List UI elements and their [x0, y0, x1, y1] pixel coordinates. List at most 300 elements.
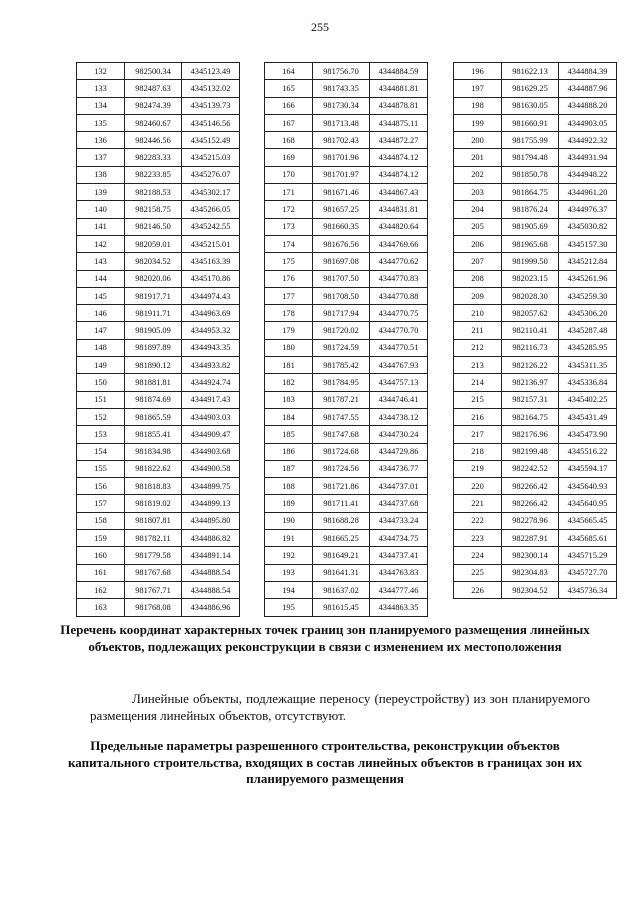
table-row — [77, 547, 240, 564]
x-coordinate-cell: 981724.59 — [313, 339, 370, 356]
table-row — [454, 426, 617, 443]
x-coordinate-cell: 982304.83 — [502, 564, 559, 581]
y-coordinate-cell: 4344886.96 — [182, 599, 240, 616]
y-coordinate-cell: 4345402.25 — [559, 391, 617, 408]
point-number-cell: 200 — [454, 132, 502, 149]
table-row — [77, 184, 240, 201]
table-row — [77, 114, 240, 131]
point-number-cell: 190 — [265, 512, 313, 529]
section-heading-coordinates: Перечень координат характерных точек границ зон планируемого размещения линейных объектов, подлежащих реконструкции в связи с изменением их местоположения — [60, 622, 590, 654]
table-row — [265, 443, 428, 460]
point-number-cell: 141 — [77, 218, 125, 235]
x-coordinate-cell: 982188.53 — [125, 184, 182, 201]
y-coordinate-cell: 4345640.95 — [559, 495, 617, 512]
y-coordinate-cell: 4345431.49 — [559, 408, 617, 425]
y-coordinate-cell: 4344733.24 — [370, 512, 428, 529]
x-coordinate-cell: 981881.81 — [125, 374, 182, 391]
table-row — [454, 564, 617, 581]
x-coordinate-cell: 981965.68 — [502, 235, 559, 252]
x-coordinate-cell: 982116.73 — [502, 339, 559, 356]
point-number-cell: 137 — [77, 149, 125, 166]
point-number-cell: 138 — [77, 166, 125, 183]
table-row — [77, 530, 240, 547]
x-coordinate-cell: 982287.91 — [502, 530, 559, 547]
x-coordinate-cell: 982110.41 — [502, 322, 559, 339]
y-coordinate-cell: 4344770.88 — [370, 287, 428, 304]
point-number-cell: 221 — [454, 495, 502, 512]
point-number-cell: 165 — [265, 80, 313, 97]
y-coordinate-cell: 4345685.61 — [559, 530, 617, 547]
point-number-cell: 151 — [77, 391, 125, 408]
x-coordinate-cell: 982057.62 — [502, 305, 559, 322]
y-coordinate-cell: 4344737.68 — [370, 495, 428, 512]
point-number-cell: 218 — [454, 443, 502, 460]
point-number-cell: 169 — [265, 149, 313, 166]
x-coordinate-cell: 981637.02 — [313, 581, 370, 598]
table-row — [265, 149, 428, 166]
table-row — [454, 97, 617, 114]
y-coordinate-cell: 4344903.03 — [182, 408, 240, 425]
y-coordinate-cell: 4345152.49 — [182, 132, 240, 149]
y-coordinate-cell: 4344886.82 — [182, 530, 240, 547]
y-coordinate-cell: 4344900.58 — [182, 460, 240, 477]
table-row — [454, 460, 617, 477]
table-row — [265, 460, 428, 477]
point-number-cell: 155 — [77, 460, 125, 477]
point-number-cell: 219 — [454, 460, 502, 477]
x-coordinate-cell: 981720.02 — [313, 322, 370, 339]
y-coordinate-cell: 4345736.34 — [559, 581, 617, 598]
x-coordinate-cell: 981697.08 — [313, 253, 370, 270]
table-row — [77, 408, 240, 425]
page-number: 255 — [311, 20, 329, 34]
x-coordinate-cell: 981850.78 — [502, 166, 559, 183]
table-row — [454, 270, 617, 287]
point-number-cell: 187 — [265, 460, 313, 477]
point-number-cell: 220 — [454, 478, 502, 495]
y-coordinate-cell: 4345311.35 — [559, 357, 617, 374]
y-coordinate-cell: 4344888.54 — [182, 564, 240, 581]
y-coordinate-cell: 4344917.43 — [182, 391, 240, 408]
x-coordinate-cell: 981622.13 — [502, 63, 559, 80]
point-number-cell: 202 — [454, 166, 502, 183]
point-number-cell: 199 — [454, 114, 502, 131]
point-number-cell: 222 — [454, 512, 502, 529]
x-coordinate-cell: 981818.83 — [125, 478, 182, 495]
table-row — [265, 166, 428, 183]
point-number-cell: 203 — [454, 184, 502, 201]
point-number-cell: 172 — [265, 201, 313, 218]
point-number-cell: 189 — [265, 495, 313, 512]
x-coordinate-cell: 981890.12 — [125, 357, 182, 374]
y-coordinate-cell: 4344922.32 — [559, 132, 617, 149]
x-coordinate-cell: 982266.42 — [502, 478, 559, 495]
point-number-cell: 195 — [265, 599, 313, 616]
table-row — [77, 339, 240, 356]
table-row — [265, 322, 428, 339]
x-coordinate-cell: 982158.75 — [125, 201, 182, 218]
y-coordinate-cell: 4344895.80 — [182, 512, 240, 529]
point-number-cell: 186 — [265, 443, 313, 460]
table-row — [77, 97, 240, 114]
y-coordinate-cell: 4344737.01 — [370, 478, 428, 495]
x-coordinate-cell: 981767.71 — [125, 581, 182, 598]
point-number-cell: 142 — [77, 235, 125, 252]
table-row — [77, 63, 240, 80]
y-coordinate-cell: 4344767.93 — [370, 357, 428, 374]
point-number-cell: 185 — [265, 426, 313, 443]
x-coordinate-cell: 981911.71 — [125, 305, 182, 322]
x-coordinate-cell: 981794.48 — [502, 149, 559, 166]
point-number-cell: 164 — [265, 63, 313, 80]
x-coordinate-cell: 982300.14 — [502, 547, 559, 564]
table-row — [454, 443, 617, 460]
point-number-cell: 132 — [77, 63, 125, 80]
point-number-cell: 211 — [454, 322, 502, 339]
y-coordinate-cell: 4344884.59 — [370, 63, 428, 80]
y-coordinate-cell: 4344736.77 — [370, 460, 428, 477]
y-coordinate-cell: 4344884.39 — [559, 63, 617, 80]
section-heading-parameters: Предельные параметры разрешенного строительства, реконструкции объектов капитального строительства, входящих в состав линейных объектов в границах зон их планируемого размещения — [68, 738, 582, 786]
x-coordinate-cell: 982199.48 — [502, 443, 559, 460]
table-row — [265, 235, 428, 252]
table-row — [77, 512, 240, 529]
table-row — [265, 339, 428, 356]
paragraph-linear-objects: Линейные объекты, подлежащие переносу (переустройству) из зон планируемого размещения линейных объектов, отсутствуют. — [90, 691, 590, 723]
x-coordinate-cell: 982283.33 — [125, 149, 182, 166]
x-coordinate-cell: 981756.70 — [313, 63, 370, 80]
table-row — [265, 80, 428, 97]
point-number-cell: 182 — [265, 374, 313, 391]
table-row — [265, 201, 428, 218]
y-coordinate-cell: 4344763.83 — [370, 564, 428, 581]
point-number-cell: 194 — [265, 581, 313, 598]
table-row — [77, 305, 240, 322]
y-coordinate-cell: 4345306.20 — [559, 305, 617, 322]
table-row — [265, 270, 428, 287]
table-row — [265, 564, 428, 581]
y-coordinate-cell: 4344737.41 — [370, 547, 428, 564]
x-coordinate-cell: 981688.28 — [313, 512, 370, 529]
table-row — [265, 530, 428, 547]
point-number-cell: 150 — [77, 374, 125, 391]
point-number-cell: 176 — [265, 270, 313, 287]
x-coordinate-cell: 982474.39 — [125, 97, 182, 114]
y-coordinate-cell: 4344953.32 — [182, 322, 240, 339]
table-row — [77, 564, 240, 581]
y-coordinate-cell: 4344746.41 — [370, 391, 428, 408]
y-coordinate-cell: 4345157.30 — [559, 235, 617, 252]
point-number-cell: 210 — [454, 305, 502, 322]
table-row — [77, 460, 240, 477]
table-row — [454, 63, 617, 80]
table-row — [77, 270, 240, 287]
y-coordinate-cell: 4344933.82 — [182, 357, 240, 374]
table-row — [454, 114, 617, 131]
x-coordinate-cell: 981876.24 — [502, 201, 559, 218]
table-row — [454, 287, 617, 304]
x-coordinate-cell: 981834.98 — [125, 443, 182, 460]
point-number-cell: 175 — [265, 253, 313, 270]
x-coordinate-cell: 981743.35 — [313, 80, 370, 97]
x-coordinate-cell: 981819.02 — [125, 495, 182, 512]
point-number-cell: 149 — [77, 357, 125, 374]
point-number-cell: 166 — [265, 97, 313, 114]
x-coordinate-cell: 981785.42 — [313, 357, 370, 374]
table-row — [77, 132, 240, 149]
point-number-cell: 223 — [454, 530, 502, 547]
table-row — [454, 408, 617, 425]
point-number-cell: 134 — [77, 97, 125, 114]
y-coordinate-cell: 4345336.84 — [559, 374, 617, 391]
point-number-cell: 158 — [77, 512, 125, 529]
point-number-cell: 201 — [454, 149, 502, 166]
y-coordinate-cell: 4344961.20 — [559, 184, 617, 201]
y-coordinate-cell: 4344891.14 — [182, 547, 240, 564]
table-row — [77, 599, 240, 616]
point-number-cell: 173 — [265, 218, 313, 235]
x-coordinate-cell: 981874.69 — [125, 391, 182, 408]
x-coordinate-cell: 982126.22 — [502, 357, 559, 374]
table-row — [77, 478, 240, 495]
table-row — [265, 391, 428, 408]
y-coordinate-cell: 4344903.68 — [182, 443, 240, 460]
x-coordinate-cell: 982146.50 — [125, 218, 182, 235]
table-row — [454, 322, 617, 339]
y-coordinate-cell: 4345473.90 — [559, 426, 617, 443]
x-coordinate-cell: 981701.96 — [313, 149, 370, 166]
point-number-cell: 198 — [454, 97, 502, 114]
point-number-cell: 215 — [454, 391, 502, 408]
point-number-cell: 181 — [265, 357, 313, 374]
y-coordinate-cell: 4345170.86 — [182, 270, 240, 287]
y-coordinate-cell: 4344931.94 — [559, 149, 617, 166]
y-coordinate-cell: 4344757.13 — [370, 374, 428, 391]
table-row — [77, 166, 240, 183]
table-row — [265, 357, 428, 374]
y-coordinate-cell: 4344769.66 — [370, 235, 428, 252]
table-row — [454, 495, 617, 512]
coordinate-table-1 — [76, 62, 240, 617]
point-number-cell: 226 — [454, 581, 502, 598]
table-row — [77, 374, 240, 391]
y-coordinate-cell: 4344963.69 — [182, 305, 240, 322]
point-number-cell: 161 — [77, 564, 125, 581]
x-coordinate-cell: 982500.34 — [125, 63, 182, 80]
x-coordinate-cell: 981905.69 — [502, 218, 559, 235]
table-row — [265, 599, 428, 616]
x-coordinate-cell: 981999.50 — [502, 253, 559, 270]
point-number-cell: 139 — [77, 184, 125, 201]
y-coordinate-cell: 4345640.93 — [559, 478, 617, 495]
coordinate-table-3 — [453, 62, 617, 599]
coordinate-table-2 — [264, 62, 428, 617]
point-number-cell: 146 — [77, 305, 125, 322]
table-row — [265, 426, 428, 443]
y-coordinate-cell: 4345242.55 — [182, 218, 240, 235]
x-coordinate-cell: 981822.62 — [125, 460, 182, 477]
table-row — [265, 581, 428, 598]
table-row — [77, 218, 240, 235]
table-row — [265, 305, 428, 322]
y-coordinate-cell: 4345146.56 — [182, 114, 240, 131]
table-row — [265, 114, 428, 131]
point-number-cell: 167 — [265, 114, 313, 131]
table-row — [77, 322, 240, 339]
table-row — [265, 478, 428, 495]
y-coordinate-cell: 4345215.01 — [182, 235, 240, 252]
table-row — [454, 80, 617, 97]
point-number-cell: 135 — [77, 114, 125, 131]
point-number-cell: 216 — [454, 408, 502, 425]
point-number-cell: 170 — [265, 166, 313, 183]
y-coordinate-cell: 4345285.95 — [559, 339, 617, 356]
x-coordinate-cell: 981665.25 — [313, 530, 370, 547]
point-number-cell: 188 — [265, 478, 313, 495]
x-coordinate-cell: 981779.58 — [125, 547, 182, 564]
y-coordinate-cell: 4345212.84 — [559, 253, 617, 270]
y-coordinate-cell: 4345215.03 — [182, 149, 240, 166]
point-number-cell: 225 — [454, 564, 502, 581]
y-coordinate-cell: 4345287.48 — [559, 322, 617, 339]
y-coordinate-cell: 4344887.96 — [559, 80, 617, 97]
point-number-cell: 212 — [454, 339, 502, 356]
x-coordinate-cell: 981707.50 — [313, 270, 370, 287]
x-coordinate-cell: 981747.68 — [313, 426, 370, 443]
y-coordinate-cell: 4344881.81 — [370, 80, 428, 97]
x-coordinate-cell: 981671.46 — [313, 184, 370, 201]
x-coordinate-cell: 982059.01 — [125, 235, 182, 252]
y-coordinate-cell: 4344899.13 — [182, 495, 240, 512]
table-row — [265, 253, 428, 270]
point-number-cell: 193 — [265, 564, 313, 581]
y-coordinate-cell: 4344831.81 — [370, 201, 428, 218]
x-coordinate-cell: 982278.96 — [502, 512, 559, 529]
x-coordinate-cell: 982176.96 — [502, 426, 559, 443]
y-coordinate-cell: 4344863.35 — [370, 599, 428, 616]
x-coordinate-cell: 981787.21 — [313, 391, 370, 408]
table-row — [454, 391, 617, 408]
point-number-cell: 208 — [454, 270, 502, 287]
x-coordinate-cell: 981724.68 — [313, 443, 370, 460]
point-number-cell: 224 — [454, 547, 502, 564]
table-row — [77, 201, 240, 218]
x-coordinate-cell: 982304.52 — [502, 581, 559, 598]
table-row — [265, 184, 428, 201]
x-coordinate-cell: 981767.68 — [125, 564, 182, 581]
y-coordinate-cell: 4344874.12 — [370, 166, 428, 183]
point-number-cell: 160 — [77, 547, 125, 564]
x-coordinate-cell: 981657.25 — [313, 201, 370, 218]
y-coordinate-cell: 4345276.07 — [182, 166, 240, 183]
point-number-cell: 143 — [77, 253, 125, 270]
y-coordinate-cell: 4344888.54 — [182, 581, 240, 598]
y-coordinate-cell: 4345259.30 — [559, 287, 617, 304]
point-number-cell: 153 — [77, 426, 125, 443]
x-coordinate-cell: 982233.85 — [125, 166, 182, 183]
table-row — [454, 235, 617, 252]
y-coordinate-cell: 4344909.47 — [182, 426, 240, 443]
table-row — [265, 512, 428, 529]
x-coordinate-cell: 982460.67 — [125, 114, 182, 131]
y-coordinate-cell: 4345516.22 — [559, 443, 617, 460]
x-coordinate-cell: 981865.59 — [125, 408, 182, 425]
x-coordinate-cell: 981711.41 — [313, 495, 370, 512]
y-coordinate-cell: 4344875.11 — [370, 114, 428, 131]
x-coordinate-cell: 981917.71 — [125, 287, 182, 304]
point-number-cell: 171 — [265, 184, 313, 201]
x-coordinate-cell: 982020.06 — [125, 270, 182, 287]
x-coordinate-cell: 981724.56 — [313, 460, 370, 477]
x-coordinate-cell: 981702.43 — [313, 132, 370, 149]
y-coordinate-cell: 4345727.70 — [559, 564, 617, 581]
table-row — [77, 149, 240, 166]
table-row — [77, 581, 240, 598]
point-number-cell: 154 — [77, 443, 125, 460]
table-row — [265, 218, 428, 235]
x-coordinate-cell: 982446.56 — [125, 132, 182, 149]
point-number-cell: 192 — [265, 547, 313, 564]
table-row — [265, 97, 428, 114]
point-number-cell: 144 — [77, 270, 125, 287]
point-number-cell: 213 — [454, 357, 502, 374]
x-coordinate-cell: 981676.56 — [313, 235, 370, 252]
point-number-cell: 197 — [454, 80, 502, 97]
point-number-cell: 174 — [265, 235, 313, 252]
point-number-cell: 156 — [77, 478, 125, 495]
point-number-cell: 196 — [454, 63, 502, 80]
point-number-cell: 159 — [77, 530, 125, 547]
x-coordinate-cell: 981864.75 — [502, 184, 559, 201]
y-coordinate-cell: 4345715.29 — [559, 547, 617, 564]
x-coordinate-cell: 982164.75 — [502, 408, 559, 425]
y-coordinate-cell: 4344899.75 — [182, 478, 240, 495]
x-coordinate-cell: 982266.42 — [502, 495, 559, 512]
table-row — [265, 132, 428, 149]
point-number-cell: 217 — [454, 426, 502, 443]
table-row — [77, 287, 240, 304]
point-number-cell: 140 — [77, 201, 125, 218]
x-coordinate-cell: 982136.97 — [502, 374, 559, 391]
y-coordinate-cell: 4344820.64 — [370, 218, 428, 235]
x-coordinate-cell: 981708.50 — [313, 287, 370, 304]
table-row — [454, 149, 617, 166]
y-coordinate-cell: 4344976.37 — [559, 201, 617, 218]
x-coordinate-cell: 981649.21 — [313, 547, 370, 564]
point-number-cell: 148 — [77, 339, 125, 356]
x-coordinate-cell: 982034.52 — [125, 253, 182, 270]
point-number-cell: 209 — [454, 287, 502, 304]
y-coordinate-cell: 4345261.96 — [559, 270, 617, 287]
y-coordinate-cell: 4344948.22 — [559, 166, 617, 183]
table-row — [265, 374, 428, 391]
table-row — [454, 166, 617, 183]
y-coordinate-cell: 4344770.75 — [370, 305, 428, 322]
x-coordinate-cell: 982028.30 — [502, 287, 559, 304]
table-row — [265, 408, 428, 425]
point-number-cell: 184 — [265, 408, 313, 425]
table-row — [454, 305, 617, 322]
point-number-cell: 168 — [265, 132, 313, 149]
y-coordinate-cell: 4345266.05 — [182, 201, 240, 218]
y-coordinate-cell: 4344770.70 — [370, 322, 428, 339]
table-row — [265, 63, 428, 80]
table-row — [77, 253, 240, 270]
table-row — [77, 495, 240, 512]
point-number-cell: 207 — [454, 253, 502, 270]
y-coordinate-cell: 4344874.12 — [370, 149, 428, 166]
point-number-cell: 162 — [77, 581, 125, 598]
